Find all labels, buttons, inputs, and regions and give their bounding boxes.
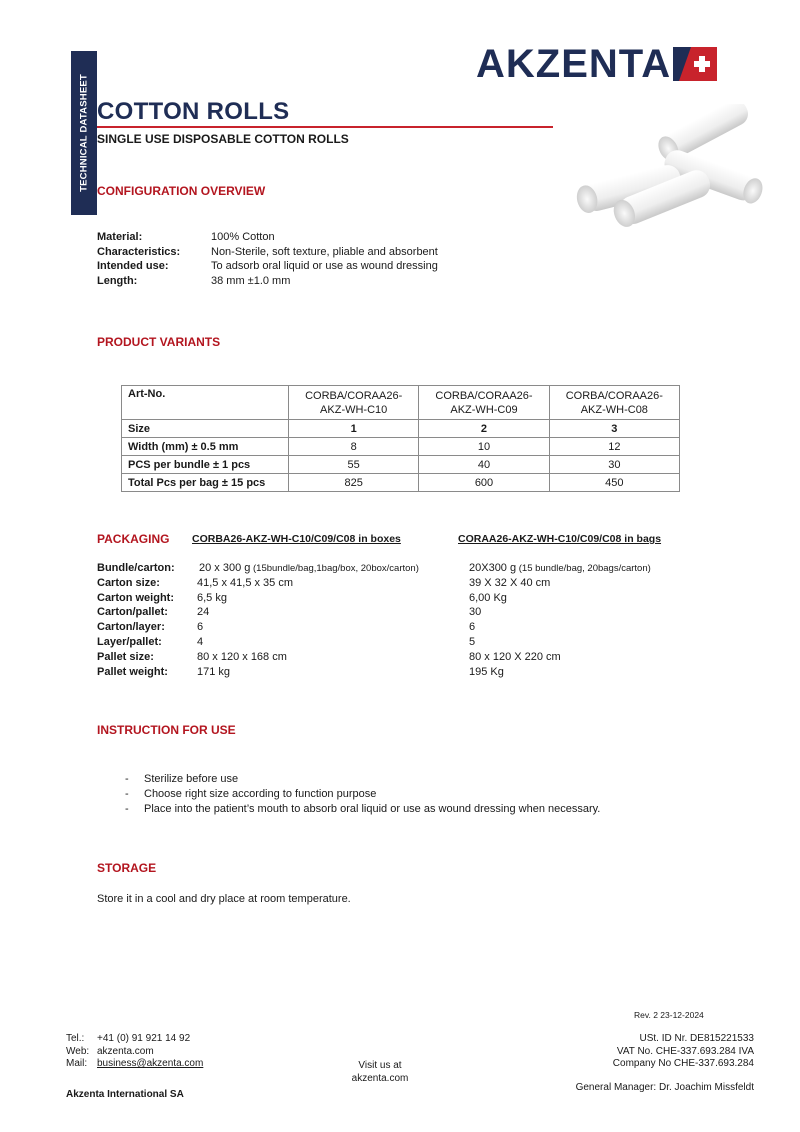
packaging-value: 171 kg bbox=[197, 665, 231, 678]
config-value: To adsorb oral liquid or use as wound dressing bbox=[211, 260, 438, 272]
footer-visit-line: Visit us at bbox=[358, 1060, 402, 1071]
packaging-value bbox=[197, 561, 419, 576]
table-cell: 30 bbox=[549, 456, 679, 474]
table-cell: 12 bbox=[549, 438, 679, 456]
table-header-cell: CORBA/CORAA26-AKZ-WH-C08 bbox=[549, 386, 679, 420]
footer-web-label: Web: bbox=[66, 1045, 90, 1057]
table-cell: 450 bbox=[549, 474, 679, 492]
table-row-label: Width (mm) ± 0.5 mm bbox=[122, 438, 289, 456]
footer-company-name: Akzenta International SA bbox=[66, 1089, 184, 1100]
instructions-list bbox=[125, 772, 600, 816]
footer-visit bbox=[330, 1060, 430, 1085]
config-label: Characteristics: bbox=[97, 245, 181, 258]
packaging-value: 80 x 120 x 168 cm bbox=[197, 650, 287, 663]
config-list bbox=[97, 230, 438, 288]
packaging-label: Carton size: bbox=[97, 576, 160, 589]
packaging-value: 6 bbox=[197, 621, 204, 634]
table-cell: 40 bbox=[419, 456, 549, 474]
table-cell: 10 bbox=[419, 438, 549, 456]
packaging-value: 5 bbox=[469, 635, 476, 648]
revision-label: Rev. 2 23-12-2024 bbox=[634, 1010, 704, 1020]
packaging-value: 6,00 Kg bbox=[469, 591, 507, 604]
section-storage-heading: STORAGE bbox=[97, 861, 157, 875]
config-value: 38 mm ±1.0 mm bbox=[211, 274, 291, 287]
title-divider bbox=[97, 126, 553, 128]
list-item-text: Sterilize before use bbox=[144, 773, 239, 785]
packaging-label: Carton/layer: bbox=[97, 621, 165, 634]
table-row bbox=[122, 438, 680, 456]
packaging-value: 4 bbox=[197, 635, 204, 648]
config-value: 100% Cotton bbox=[211, 231, 275, 243]
config-row bbox=[97, 230, 438, 245]
table-cell: 1 bbox=[289, 420, 419, 438]
config-row bbox=[97, 274, 438, 289]
table-cell: 3 bbox=[549, 420, 679, 438]
packaging-value: 6 bbox=[469, 621, 476, 634]
packaging-value: 80 x 120 X 220 cm bbox=[469, 650, 561, 663]
side-band bbox=[71, 51, 97, 215]
swiss-cross-flag-icon bbox=[673, 47, 717, 81]
section-config-heading: CONFIGURATION OVERVIEW bbox=[97, 184, 266, 198]
logo-text: AKZENTA bbox=[476, 42, 672, 86]
packaging-value: 30 bbox=[469, 606, 482, 619]
table-cell: 55 bbox=[289, 456, 419, 474]
packaging-label: Carton/pallet: bbox=[97, 606, 168, 619]
footer-vat: VAT No. CHE-337.693.284 IVA bbox=[616, 1045, 754, 1057]
packaging-value: 39 X 32 X 40 cm bbox=[469, 576, 551, 589]
footer-legal bbox=[613, 1033, 754, 1071]
table-row bbox=[122, 420, 680, 438]
akzenta-logo bbox=[476, 44, 717, 84]
variants-table bbox=[121, 385, 680, 492]
packaging-value-main: 20X300 g bbox=[469, 562, 517, 574]
config-label: Length: bbox=[97, 274, 138, 287]
packaging-label: Layer/pallet: bbox=[97, 635, 162, 648]
packaging-bags-values bbox=[469, 561, 651, 679]
storage-text: Store it in a cool and dry place at room temperature. bbox=[97, 893, 351, 905]
table-row bbox=[122, 456, 680, 474]
packaging-labels bbox=[97, 561, 175, 679]
cotton-rolls-image bbox=[572, 104, 772, 234]
footer-tel bbox=[66, 1033, 203, 1046]
footer-general-manager: General Manager: Dr. Joachim Missfeldt bbox=[575, 1082, 754, 1093]
table-row-label: Size bbox=[122, 420, 289, 438]
packaging-bags-heading: CORAA26-AKZ-WH-C10/C09/C08 in bags bbox=[458, 533, 662, 545]
config-value: Non-Sterile, soft texture, pliable and absorbent bbox=[211, 245, 438, 258]
packaging-value-main: 20 x 300 g bbox=[199, 562, 251, 574]
table-row-label: PCS per bundle ± 1 pcs bbox=[122, 456, 289, 474]
side-band-text: TECHNICAL DATASHEET bbox=[78, 74, 90, 192]
page-title: COTTON ROLLS bbox=[97, 98, 290, 125]
table-row-label: Total Pcs per bag ± 15 pcs bbox=[122, 474, 289, 492]
section-instructions-heading: INSTRUCTION FOR USE bbox=[97, 723, 236, 737]
config-row bbox=[97, 259, 438, 274]
config-row bbox=[97, 245, 438, 260]
table-row bbox=[122, 474, 680, 492]
footer-ust: USt. ID Nr. DE815221533 bbox=[639, 1033, 754, 1044]
footer-web-link[interactable]: akzenta.com bbox=[97, 1045, 154, 1057]
packaging-label: Bundle/carton: bbox=[97, 562, 175, 574]
config-label: Material: bbox=[97, 231, 143, 243]
table-cell: 8 bbox=[289, 438, 419, 456]
footer-mail-label: Mail: bbox=[66, 1058, 88, 1069]
list-item-text: Choose right size according to function purpose bbox=[144, 787, 377, 800]
packaging-label: Carton weight: bbox=[97, 591, 174, 604]
packaging-label: Pallet weight: bbox=[97, 665, 168, 678]
page-subtitle: SINGLE USE DISPOSABLE COTTON ROLLS bbox=[97, 132, 349, 146]
table-cell: 825 bbox=[289, 474, 419, 492]
packaging-value: 195 Kg bbox=[469, 665, 504, 678]
footer-tel-value: +41 (0) 91 921 14 92 bbox=[97, 1033, 191, 1044]
list-item-text: Place into the patient’s mouth to absorb oral liquid or use as wound dressing when necessary. bbox=[144, 802, 601, 815]
footer-visit-link[interactable]: akzenta.com bbox=[351, 1072, 409, 1084]
table-cell: 2 bbox=[419, 420, 549, 438]
table-header-cell: CORBA/CORAA26-AKZ-WH-C09 bbox=[419, 386, 549, 420]
config-label: Intended use: bbox=[97, 260, 169, 272]
footer-tel-label: Tel.: bbox=[66, 1033, 85, 1044]
list-bullet: - bbox=[125, 773, 129, 785]
packaging-value-note: (15bundle/bag,1bag/box, 20box/carton) bbox=[250, 563, 419, 574]
table-cell: 600 bbox=[419, 474, 549, 492]
list-bullet: - bbox=[125, 802, 129, 815]
packaging-value-note: (15 bundle/bag, 20bags/carton) bbox=[516, 563, 651, 574]
packaging-value bbox=[469, 561, 651, 576]
table-header-row bbox=[122, 386, 680, 420]
packaging-value: 6,5 kg bbox=[197, 591, 227, 604]
packaging-label: Pallet size: bbox=[97, 650, 154, 663]
packaging-boxes-values bbox=[197, 561, 419, 679]
table-header-label: Art-No. bbox=[122, 386, 289, 420]
footer-contact bbox=[66, 1033, 203, 1071]
list-item bbox=[125, 787, 600, 802]
section-packaging-heading: PACKAGING bbox=[97, 532, 170, 546]
packaging-value: 41,5 x 41,5 x 35 cm bbox=[197, 576, 293, 589]
footer-mail bbox=[66, 1058, 203, 1071]
footer-web bbox=[66, 1046, 203, 1059]
table-header-cell: CORBA/CORAA26-AKZ-WH-C10 bbox=[289, 386, 419, 420]
section-variants-heading: PRODUCT VARIANTS bbox=[97, 335, 221, 349]
packaging-value: 24 bbox=[197, 606, 210, 619]
list-bullet: - bbox=[125, 787, 129, 800]
list-item bbox=[125, 772, 600, 787]
footer-mail-link[interactable]: business@akzenta.com bbox=[97, 1058, 204, 1069]
packaging-boxes-heading: CORBA26-AKZ-WH-C10/C09/C08 in boxes bbox=[192, 533, 401, 545]
footer-company-no: Company No CHE-337.693.284 bbox=[612, 1058, 754, 1069]
list-item bbox=[125, 802, 600, 817]
